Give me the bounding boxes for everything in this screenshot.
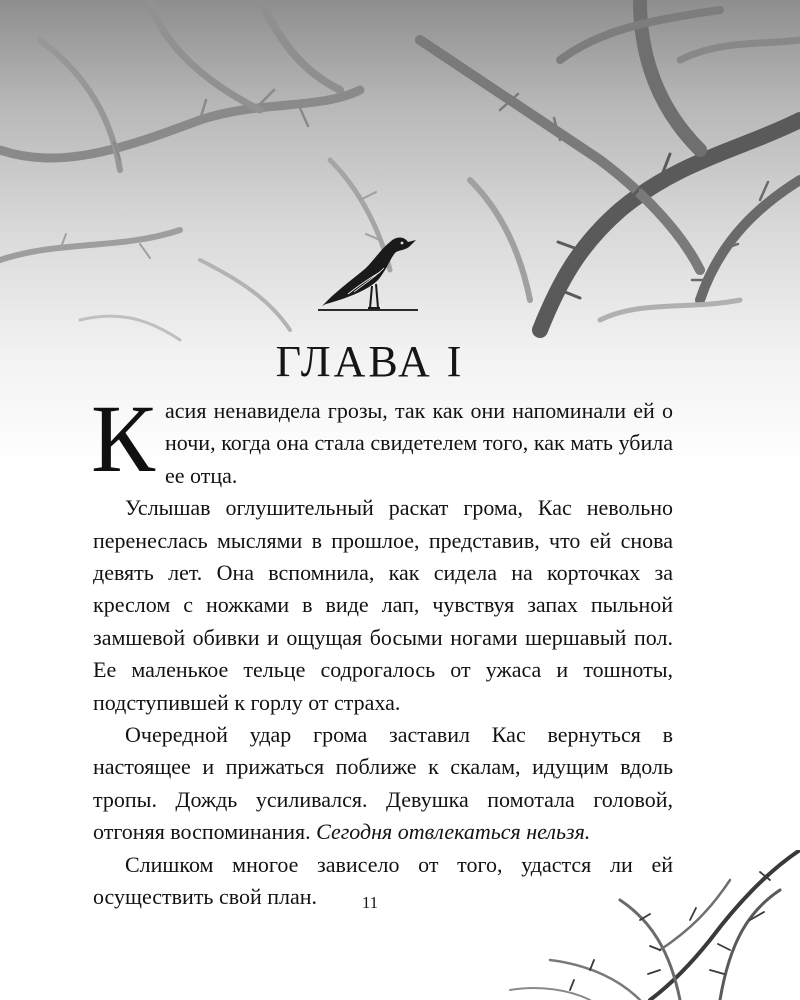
paragraph	[93, 492, 673, 719]
body-text	[91, 385, 673, 914]
paragraph-text: Слишком многое зависело от того, удастся ли ей осуществить свой план.	[93, 851, 673, 910]
paragraph-text: асия ненавидела грозы, так как они напоминали ей о ночи, когда она стала свидетелем того, как мать убила ее отца.	[165, 398, 673, 488]
paragraph-text: Очередной удар грома заставил Кас вернуться в настоящее и прижаться поближе к скалам, идущим вдоль тропы. Дождь усиливался. Девушка помотала головой, отгоняя воспоминания.	[93, 722, 673, 845]
paragraph-text: Услышав оглушительный раскат грома, Кас невольно перенеслась мыслями в прошлое, представив, что ей снова девять лет. Она вспомнила, как сидела на корточках за креслом с ножками в виде лап, чувствуя запах пыльной замшевой обивки и ощущая босыми ногами шершавый пол. Ее маленькое тельце содрогалось от ужаса и тошноты, подступившей к горлу от страха.	[93, 495, 673, 715]
thorny-branches-corner	[490, 850, 800, 1000]
paragraph-italic-text: Сегодня отвлекаться нельзя.	[316, 819, 591, 845]
paragraph	[91, 385, 673, 492]
page-number: 11	[361, 893, 379, 912]
raven-icon	[318, 228, 418, 314]
paragraph	[93, 719, 673, 849]
drop-cap: К	[91, 385, 156, 492]
chapter-title: ГЛАВА I	[275, 337, 465, 386]
